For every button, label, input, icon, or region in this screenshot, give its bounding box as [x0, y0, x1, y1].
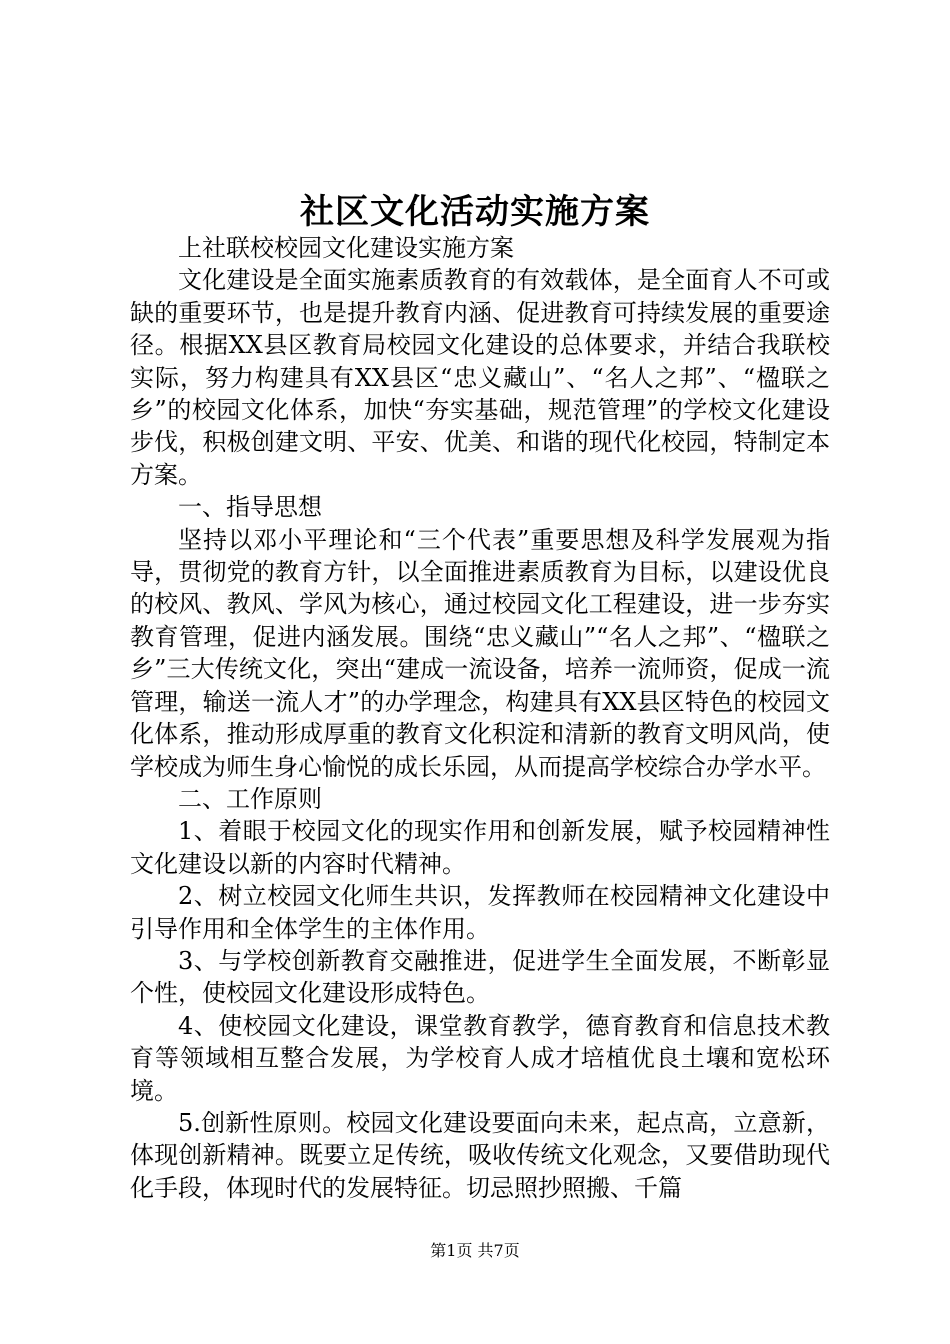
paragraph-guiding-ideology: 坚持以邓小平理论和“三个代表”重要思想及科学发展观为指导，贯彻党的教育方针，以全面推进素质教育为目标，以建设优良的校风、教风、学风为核心，通过校园文化工程建设，进一步夯实教育管理，促进内涵发展。围绕“忠义藏山”“名人之邦”、“楹联之乡”三大传统文化，突出“建成一流设备，培养一流师资，促成一流管理，输送一流人才”的办学理念，构建具有XX县区特色的校园文化体系，推动形成厚重的教育文化积淀和清新的教育文明风尚，使学校成为师生身心愉悦的成长乐园，从而提高学校综合办学水平。	[130, 525, 830, 781]
document-title: 社区文化活动实施方案	[300, 192, 650, 232]
paragraph-intro: 文化建设是全面实施素质教育的有效载体，是全面育人不可或缺的重要环节，也是提升教育内涵、促进教育可持续发展的重要途径。根据XX县区教育局校园文化建设的总体要求，并结合我联校实际，努力构建具有XX县区“忠义藏山”、“名人之邦”、“楹联之乡”的校园文化体系，加快“夯实基础，规范管理”的学校文化建设步伐，积极创建文明、平安、优美、和谐的现代化校园，特制定本方案。	[130, 266, 830, 489]
principle-item-4: 4、使校园文化建设，课堂教育教学，德育教育和信息技术教育等领域相互整合发展，为学校育人成才培植优良土壤和宽松环境。	[130, 1011, 830, 1105]
section-heading-guiding-ideology: 一、指导思想	[178, 493, 322, 522]
paragraph-subtitle: 上社联校校园文化建设实施方案	[178, 234, 514, 262]
page-footer: 第1页 共7页	[430, 1241, 520, 1260]
principle-item-3: 3、与学校创新教育交融推进，促进学生全面发展，不断彰显个性，使校园文化建设形成特色。	[130, 946, 830, 1008]
principle-item-2: 2、树立校园文化师生共识，发挥教师在校园精神文化建设中引导作用和全体学生的主体作用。	[130, 882, 830, 943]
section-heading-work-principles: 二、工作原则	[178, 784, 322, 813]
document-body	[130, 232, 830, 1204]
principle-item-5: 5.创新性原则。校园文化建设要面向未来，起点高，立意新，体现创新精神。既要立足传统，吸收传统文化观念，又要借助现代化手段，体现时代的发展特征。切忌照抄照搬、千篇	[130, 1108, 830, 1202]
principle-item-1: 1、着眼于校园文化的现实作用和创新发展，赋予校园精神性文化建设以新的内容时代精神。	[130, 817, 830, 878]
